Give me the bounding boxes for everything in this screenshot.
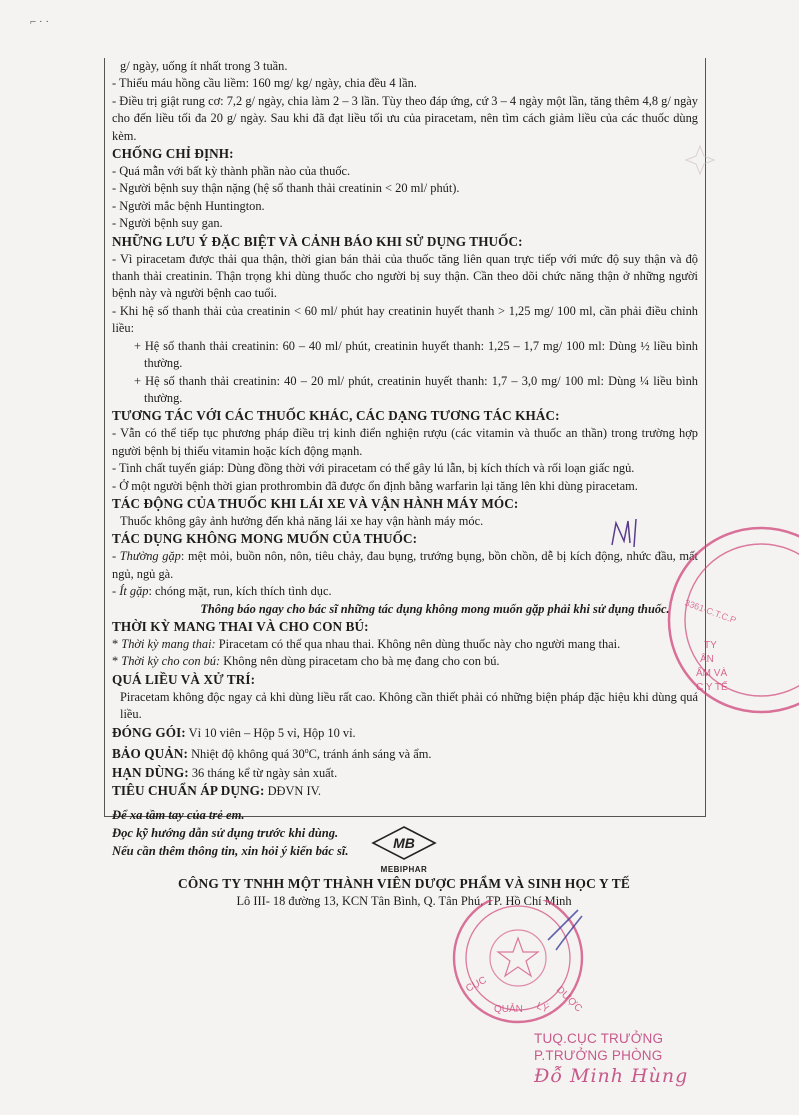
list-item: - Ít gặp: chóng mặt, run, kích thích tình dục. [112,584,332,599]
text-common: : mệt mỏi, buồn nôn, nôn, tiêu chảy, đau bụng, trướng bụng, bồn chồn, dễ bị kích động, nhức đầu, mất ngủ, ngủ gà. [112,549,698,581]
label-common: Thường gặp [119,549,181,564]
packaging-text: Vỉ 10 viên – Hộp 5 vỉ, Hộp 10 vỉ. [185,725,356,740]
sub-item: + Hệ số thanh thải creatinin: 40 – 20 ml/ phút, creatinin huyết thanh: 1,7 – 3,0 mg/ 100 ml: Dùng ¼ liều bình thường. [134,373,698,405]
text-pregnancy: Piracetam có thể qua nhau thai. Không nên dùng thuốc này cho người mang thai. [215,636,621,651]
sub-item: + Hệ số thanh thải creatinin: 60 – 40 ml/ phút, creatinin huyết thanh: 1,25 – 1,7 mg/ 100 ml: Dùng ½ liều bình thường. [134,338,698,371]
list-item: - Thường gặp: mệt mỏi, buồn nôn, nôn, tiêu chảy, đau bụng, trướng bụng, bồn chồn, dễ bị kích động, nhức đầu, mất ngủ, ngủ gà. [112,549,698,581]
signature-block [534,1030,694,1085]
list-item: - Ở một người bệnh thời gian prothrombin đã được ổn định bằng warfarin lại tăng lên khi dùng piracetam. [112,478,638,493]
list-item: - Quá mẫn với bất kỳ thành phần nào của thuốc. [112,164,351,179]
logo-text: MEBIPHAR [380,865,428,874]
advice-line: Để xa tầm tay của trẻ em. [112,808,245,823]
company-stamp-icon [666,470,799,740]
svg-text:C Y TẾ: C Y TẾ [696,682,728,693]
paragraph: Thuốc không gây ảnh hưởng đến khả năng lái xe hay vận hành máy móc. [120,513,484,528]
text-line: - Thiếu máu hồng cầu liềm: 160 mg/ kg/ ngày, chia đều 4 lần. [112,76,417,91]
packaging-label: ĐÓNG GÓI: [112,724,186,740]
list-item: - Người mắc bệnh Huntington. [112,198,265,213]
signature-title-1: TUQ.CỤC TRƯỞNG [534,1031,664,1046]
label-pregnancy: Thời kỳ mang thai: [121,636,216,651]
signature-name: Đỗ Minh Hùng [534,1065,689,1087]
advice-line: Nếu cần thêm thông tin, xin hỏi ý kiến bác sĩ. [112,844,349,859]
expiry-line [112,764,698,782]
text-line: g/ ngày, uống ít nhất trong 3 tuần. [120,59,288,73]
storage-line [112,742,698,764]
paragraph: - Vì piracetam được thải qua thận, thời gian bán thải của thuốc tăng liên quan trực tiếp với mức độ suy thận và độ thanh thải creatinin. Thận trọng khi dùng thuốc cho người bị suy thận. Cần theo dõi chức năng thận ở những người bệnh này và người bệnh cao tuổi. [112,251,698,301]
initials-mark-icon [606,515,646,551]
watermark-icon [680,140,720,180]
section-heading-driving: TÁC ĐỘNG CỦA THUỐC KHI LÁI XE VÀ VẬN HÀNH MÁY MÓC: [112,495,519,511]
standard-text: DĐVN IV. [264,783,322,798]
storage-text-b: C, tránh ánh sáng và ẩm. [308,747,432,762]
svg-text:3361-C.T.C.P: 3361-C.T.C.P [683,597,738,626]
text-lactation: Không nên dùng piracetam cho bà mẹ đang cho con bú. [220,654,500,669]
section-heading-contraindications: CHỐNG CHỈ ĐỊNH: [112,146,234,162]
storage-degree: o [304,746,309,755]
mebiphar-logo-icon [371,826,437,860]
storage-label: BẢO QUẢN: [112,746,188,762]
signature-title-2: P.TRƯỞNG PHÒNG [534,1048,663,1063]
scan-corner-mark: ⌐ · · [30,16,50,28]
list-item: - Người bệnh suy thận nặng (hệ số thanh thải creatinin < 20 ml/ phút). [112,181,460,196]
standard-label: TIÊU CHUẨN ÁP DỤNG: [112,782,265,798]
svg-text:TY: TY [704,640,717,651]
paragraph: - Khi hệ số thanh thải của creatinin < 60 ml/ phút hay creatinin huyết thanh > 1,25 mg/ 100 ml, cần phải điều chỉnh liều: [112,303,698,336]
list-item: - Vẫn có thể tiếp tục phương pháp điều trị kinh điển nghiện rượu (các vitamin và thuốc an thần) trong trường hợp người bệnh bị thiếu vitamin hoặc kích động mạnh. [112,426,698,458]
svg-text:QUẢN: QUẢN [494,1004,523,1015]
list-item: * Thời kỳ mang thai: Piracetam có thể qua nhau thai. Không nên dùng thuốc này cho người mang thai. [112,636,621,651]
packaging-line [112,724,698,742]
list-item: * Thời kỳ cho con bú: Không nên dùng piracetam cho bà mẹ đang cho con bú. [112,654,500,669]
storage-text-a: Nhiệt độ không quá 30 [188,747,305,762]
text-rare: : chóng mặt, run, kích thích tình dục. [148,584,332,599]
logo-mark: MB [393,835,415,851]
expiry-text: 36 tháng kể từ ngày sản xuất. [188,765,338,780]
official-seal-icon [438,900,598,1040]
expiry-label: HẠN DÙNG: [112,764,189,780]
svg-text:CỤC: CỤC [464,974,489,995]
list-item: - Tinh chất tuyến giáp: Dùng đồng thời với piracetam có thể gây lú lẫn, bị kích thích và rối loạn giấc ngủ. [112,461,635,476]
section-heading-interactions: TƯƠNG TÁC VỚI CÁC THUỐC KHÁC, CÁC DẠNG TƯƠNG TÁC KHÁC: [112,408,560,424]
label-rare: Ít gặp [119,584,149,599]
list-item: - Người bệnh suy gan. [112,216,223,231]
leaflet-body [112,58,698,860]
svg-text:DƯỢC: DƯỢC [553,984,584,1015]
notice-text: Thông báo ngay cho bác sĩ những tác dụng không mong muốn gặp phải khi sử dụng thuốc. [200,601,670,616]
label-lactation: Thời kỳ cho con bú: [121,654,221,669]
standard-line [112,782,698,800]
paragraph: Piracetam không độc ngay cả khi dùng liều rất cao. Không cần thiết phải có những biện pháp đặc hiệu khi dùng quá liều. [120,689,698,722]
company-name: CÔNG TY TNHH MỘT THÀNH VIÊN DƯỢC PHẨM VÀ SINH HỌC Y TẾ [177,876,630,891]
section-heading-warnings: NHỮNG LƯU Ý ĐẶC BIỆT VÀ CẢNH BÁO KHI SỬ DỤNG THUỐC: [112,233,523,249]
company-footer [104,818,704,909]
section-heading-side-effects: TÁC DỤNG KHÔNG MONG MUỐN CỦA THUỐC: [112,531,418,547]
text-line: - Điều trị giật rung cơ: 7,2 g/ ngày, chia làm 2 – 3 lần. Tùy theo đáp ứng, cứ 3 – 4 ngày một lần, tăng thêm 4,8 g/ ngày cho đến liều tối đa 20 g/ ngày. Sau khi đã đạt liều tối ưu của piracetam, nên tìm cách giảm liều của các thuốc dùng kèm. [112,93,698,143]
advice-line: Đọc kỹ hướng dẫn sử dụng trước khi dùng. [112,826,339,841]
svg-text:ẨM VÀ: ẨM VÀ [696,668,728,679]
section-heading-pregnancy: THỜI KỲ MANG THAI VÀ CHO CON BÚ: [112,618,369,634]
svg-text:ẨN: ẨN [700,654,714,665]
company-address: Lô III- 18 đường 13, KCN Tân Bình, Q. Tân Phú, TP. Hồ Chí Minh [236,894,572,908]
svg-text:LÝ: LÝ [534,1000,551,1016]
section-heading-overdose: QUÁ LIỀU VÀ XỬ TRÍ: [112,671,256,687]
